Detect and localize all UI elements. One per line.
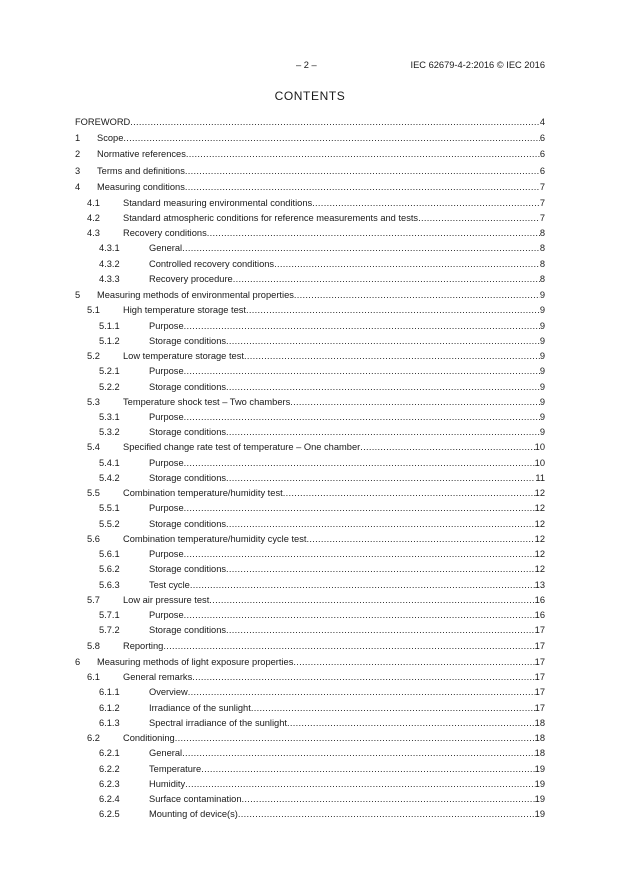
toc-entry-page: 9 <box>539 305 545 316</box>
toc-entry-page: 6 <box>539 149 545 160</box>
toc-entry-number: 4.1 <box>87 197 100 208</box>
toc-entry-title: Purpose <box>149 366 184 377</box>
dot-leader <box>190 578 535 593</box>
dot-leader <box>244 349 540 364</box>
toc-entry-number: 5.3.2 <box>99 427 120 438</box>
toc-entry-page: 12 <box>534 503 545 514</box>
toc-entry-number: 4.3 <box>87 228 100 239</box>
toc-entry-page: 10 <box>534 457 545 468</box>
toc-entry-number: 5 <box>75 289 81 300</box>
toc-entry-title: FOREWORD <box>75 117 131 127</box>
toc-entry-number: 6.2.1 <box>99 748 120 759</box>
toc-entry-title: Temperature shock test – Two chambers <box>123 396 291 407</box>
toc-entry-page: 19 <box>534 778 545 789</box>
toc-entry-page: 18 <box>534 717 545 728</box>
dot-leader <box>246 303 540 318</box>
toc-entry-page: 8 <box>539 273 545 284</box>
dot-leader <box>184 608 535 623</box>
dot-leader <box>184 410 540 425</box>
document-id: IEC 62679-4-2:2016 © IEC 2016 <box>410 60 545 70</box>
table-of-contents <box>75 114 545 822</box>
toc-entry[interactable] <box>75 179 545 195</box>
toc-entry-number: 5.2.1 <box>99 366 120 377</box>
toc-entry-page: 6 <box>539 165 545 176</box>
dot-leader <box>123 130 539 146</box>
toc-entry-title: Combination temperature/humidity cycle test <box>123 533 307 544</box>
toc-entry-page: 12 <box>534 533 545 544</box>
toc-entry[interactable] <box>75 562 545 577</box>
toc-entry-number: 6.1.2 <box>99 702 120 713</box>
contents-title: CONTENTS <box>274 89 346 103</box>
toc-entry[interactable] <box>75 130 545 146</box>
toc-entry-title: Irradiance of the sunlight <box>149 702 251 713</box>
toc-entry-page: 12 <box>534 564 545 575</box>
toc-entry[interactable] <box>75 364 545 379</box>
toc-entry-title: Spectral irradiance of the sunlight <box>149 717 287 728</box>
toc-entry[interactable] <box>75 731 545 746</box>
toc-entry-page: 17 <box>534 702 545 713</box>
toc-entry-page: 9 <box>539 320 545 331</box>
toc-entry-page: 8 <box>539 258 545 269</box>
dot-leader <box>185 777 534 792</box>
toc-entry-page: 9 <box>539 412 545 422</box>
toc-entry-title: Storage conditions <box>149 625 227 636</box>
toc-entry[interactable] <box>75 623 545 638</box>
toc-entry-page: 13 <box>534 579 545 590</box>
dot-leader <box>294 287 540 303</box>
toc-entry-page: 19 <box>534 763 545 774</box>
dot-leader <box>184 364 540 379</box>
toc-entry-number: 5.6 <box>87 533 100 544</box>
toc-entry[interactable] <box>75 163 545 179</box>
dot-leader <box>360 440 534 455</box>
dot-leader <box>274 257 540 272</box>
toc-entry-title: Test cycle <box>149 579 190 590</box>
toc-entry-title: Purpose <box>149 320 184 331</box>
toc-entry-title: Recovery conditions <box>123 228 207 239</box>
toc-entry-page: 8 <box>539 243 545 254</box>
toc-entry[interactable] <box>75 257 545 272</box>
toc-entry-page: 7 <box>539 182 545 193</box>
toc-entry[interactable] <box>75 303 545 318</box>
dot-leader <box>233 272 540 287</box>
dot-leader <box>226 562 535 577</box>
toc-entry-title: Specified change rate test of temperature – One chamber <box>123 442 361 453</box>
toc-entry-title: Storage conditions <box>149 472 227 483</box>
dot-leader <box>283 486 535 501</box>
toc-entry[interactable] <box>75 486 545 501</box>
toc-entry-page: 9 <box>539 427 545 438</box>
toc-entry[interactable] <box>75 425 545 440</box>
dot-leader <box>184 547 535 562</box>
toc-entry[interactable] <box>75 792 545 807</box>
toc-entry[interactable] <box>75 114 545 130</box>
dot-leader <box>184 456 535 471</box>
toc-entry-page: 18 <box>534 748 545 759</box>
toc-entry[interactable] <box>75 578 545 593</box>
toc-entry-number: 6.1.1 <box>99 687 120 698</box>
toc-entry-title: Temperature <box>149 763 202 774</box>
toc-entry[interactable] <box>75 395 545 410</box>
toc-entry-number: 6.2 <box>87 733 100 744</box>
dot-leader <box>251 701 535 716</box>
toc-entry[interactable] <box>75 287 545 303</box>
toc-entry[interactable] <box>75 762 545 777</box>
toc-entry[interactable] <box>75 501 545 516</box>
toc-entry-title: Measuring methods of environmental properties <box>97 289 294 300</box>
dot-leader <box>293 654 534 670</box>
toc-entry-number: 6.1.3 <box>99 717 120 728</box>
toc-entry[interactable] <box>75 146 545 162</box>
toc-entry[interactable] <box>75 517 545 532</box>
page-header <box>0 60 620 74</box>
toc-entry-title: High temperature storage test <box>123 305 246 316</box>
toc-entry[interactable] <box>75 654 545 670</box>
toc-entry-title: General remarks <box>123 672 193 683</box>
toc-entry-page: 7 <box>539 212 545 223</box>
toc-entry-number: 5.4.2 <box>99 472 120 483</box>
toc-entry-title: Recovery procedure <box>149 273 233 284</box>
toc-entry-number: 4.3.2 <box>99 258 120 269</box>
toc-entry-number: 4.3.1 <box>99 243 120 254</box>
toc-entry[interactable] <box>75 608 545 623</box>
toc-entry-number: 5.7.2 <box>99 625 120 636</box>
toc-entry-number: 6.2.4 <box>99 794 120 805</box>
toc-entry-number: 5.2.2 <box>99 381 120 392</box>
toc-entry-page: 4 <box>539 117 545 127</box>
toc-entry-page: 10 <box>534 442 545 453</box>
toc-entry-number: 5.4 <box>87 442 100 453</box>
toc-entry[interactable] <box>75 380 545 395</box>
dot-leader <box>226 471 535 486</box>
dot-leader <box>201 762 534 777</box>
toc-entry-title: Purpose <box>149 503 184 514</box>
toc-entry-title: General <box>149 748 183 759</box>
toc-entry-page: 7 <box>539 197 545 208</box>
dot-leader <box>182 241 540 256</box>
dot-leader <box>238 807 535 822</box>
toc-entry-page: 11 <box>535 472 545 483</box>
toc-entry-page: 9 <box>539 381 545 392</box>
toc-entry[interactable] <box>75 716 545 731</box>
dot-leader <box>226 380 540 395</box>
toc-entry-page: 12 <box>534 549 545 560</box>
toc-entry-number: 5.6.2 <box>99 564 120 575</box>
toc-entry-number: 6.1 <box>87 672 100 683</box>
toc-entry[interactable] <box>75 670 545 685</box>
dot-leader <box>306 532 534 547</box>
toc-entry-page: 9 <box>539 289 545 300</box>
dot-leader <box>192 670 534 685</box>
toc-entry-number: 5.1.2 <box>99 335 120 346</box>
toc-entry-page: 12 <box>534 488 545 499</box>
toc-entry[interactable] <box>75 639 545 654</box>
toc-entry[interactable] <box>75 272 545 287</box>
toc-entry-number: 4.3.3 <box>99 273 120 284</box>
toc-entry[interactable] <box>75 456 545 471</box>
dot-leader <box>226 334 540 349</box>
toc-entry-page: 9 <box>539 366 545 377</box>
toc-entry-number: 5.7.1 <box>99 610 120 621</box>
toc-entry-title: Purpose <box>149 457 184 468</box>
toc-entry[interactable] <box>75 334 545 349</box>
dot-leader <box>185 163 540 179</box>
toc-entry-number: 3 <box>75 165 81 176</box>
toc-entry-title: Purpose <box>149 549 184 560</box>
toc-entry-number: 5.6.3 <box>99 579 120 590</box>
toc-entry-title: Terms and definitions <box>97 165 185 176</box>
toc-entry-page: 17 <box>534 672 545 683</box>
dot-leader <box>188 685 535 700</box>
toc-entry-number: 6 <box>75 656 81 667</box>
toc-entry-number: 5.8 <box>87 640 100 651</box>
toc-entry-number: 5.5 <box>87 488 100 499</box>
page-number: – 2 – <box>296 60 317 70</box>
dot-leader <box>226 623 535 638</box>
toc-entry-title: Reporting <box>123 640 164 651</box>
toc-entry[interactable] <box>75 226 545 241</box>
toc-entry-title: Overview <box>149 687 188 698</box>
dot-leader <box>130 114 540 130</box>
toc-entry-number: 2 <box>75 149 81 160</box>
dot-leader <box>242 792 535 807</box>
toc-entry-page: 9 <box>539 351 545 362</box>
toc-entry-title: Normative references <box>97 149 186 160</box>
toc-entry[interactable] <box>75 319 545 334</box>
dot-leader <box>163 639 534 654</box>
toc-entry-title: Combination temperature/humidity test <box>123 488 283 499</box>
dot-leader <box>184 501 535 516</box>
toc-entry-number: 5.5.2 <box>99 518 120 529</box>
toc-entry[interactable] <box>75 746 545 761</box>
toc-entry-number: 5.2 <box>87 351 100 362</box>
toc-entry[interactable] <box>75 685 545 700</box>
dot-leader <box>226 425 540 440</box>
dot-leader <box>226 517 535 532</box>
dot-leader <box>182 746 535 761</box>
dot-leader <box>185 179 540 195</box>
toc-entry[interactable] <box>75 471 545 486</box>
toc-entry-number: 5.1.1 <box>99 320 120 331</box>
toc-entry[interactable] <box>75 211 545 226</box>
toc-entry-title: Conditioning <box>123 733 175 744</box>
toc-entry-page: 19 <box>534 794 545 805</box>
toc-entry-title: Scope <box>97 133 124 143</box>
dot-leader <box>312 196 540 211</box>
toc-entry-title: Storage conditions <box>149 427 227 438</box>
toc-entry-page: 17 <box>534 625 545 636</box>
dot-leader <box>175 731 535 746</box>
dot-leader <box>418 211 540 226</box>
toc-entry-title: Controlled recovery conditions <box>149 258 275 269</box>
toc-entry-title: Surface contamination <box>149 794 242 805</box>
toc-entry-page: 17 <box>534 656 545 667</box>
dot-leader <box>287 716 535 731</box>
dot-leader <box>207 226 540 241</box>
toc-entry-page: 19 <box>534 809 545 820</box>
toc-entry-title: General <box>149 243 183 254</box>
toc-entry-page: 16 <box>534 610 545 621</box>
toc-entry-number: 4 <box>75 182 81 193</box>
toc-entry-number: 5.3 <box>87 396 100 407</box>
toc-entry-title: Standard measuring environmental conditions <box>123 197 313 208</box>
toc-entry[interactable] <box>75 532 545 547</box>
toc-entry-title: Measuring conditions <box>97 182 185 193</box>
toc-entry-page: 17 <box>534 687 545 698</box>
toc-entry[interactable] <box>75 241 545 256</box>
toc-entry[interactable] <box>75 440 545 455</box>
toc-entry-number: 5.4.1 <box>99 457 120 468</box>
toc-entry-title: Measuring methods of light exposure properties <box>97 656 294 667</box>
toc-entry[interactable] <box>75 196 545 211</box>
toc-entry[interactable] <box>75 410 545 425</box>
toc-entry-title: Low temperature storage test <box>123 351 244 362</box>
toc-entry-number: 4.2 <box>87 212 100 223</box>
toc-entry-number: 5.5.1 <box>99 503 120 514</box>
toc-entry-page: 8 <box>539 228 545 239</box>
toc-entry-title: Mounting of device(s) <box>149 809 238 820</box>
toc-entry-page: 9 <box>539 396 545 407</box>
toc-entry-title: Storage conditions <box>149 335 227 346</box>
toc-entry-number: 5.1 <box>87 305 100 316</box>
toc-entry[interactable] <box>75 701 545 716</box>
dot-leader <box>290 395 540 410</box>
toc-entry-number: 5.6.1 <box>99 549 120 560</box>
toc-entry-number: 6.2.2 <box>99 763 120 774</box>
toc-entry-page: 16 <box>534 594 545 605</box>
toc-entry-title: Standard atmospheric conditions for reference measurements and tests <box>123 212 419 223</box>
toc-entry[interactable] <box>75 547 545 562</box>
toc-entry-title: Purpose <box>149 610 184 621</box>
toc-entry-title: Humidity <box>149 778 186 789</box>
toc-entry-title: Storage conditions <box>149 564 227 575</box>
toc-entry-page: 9 <box>539 335 545 346</box>
dot-leader <box>186 146 540 162</box>
toc-entry[interactable] <box>75 777 545 792</box>
toc-entry[interactable] <box>75 349 545 364</box>
toc-entry-number: 5.7 <box>87 594 100 605</box>
toc-entry-page: 6 <box>539 133 545 143</box>
toc-entry-title: Storage conditions <box>149 381 227 392</box>
toc-entry-title: Purpose <box>149 412 184 422</box>
toc-entry-title: Storage conditions <box>149 518 227 529</box>
toc-entry-page: 18 <box>534 733 545 744</box>
dot-leader <box>184 319 540 334</box>
dot-leader <box>209 593 534 608</box>
toc-entry[interactable] <box>75 807 545 822</box>
toc-entry-number: 1 <box>75 133 81 143</box>
toc-entry-number: 5.3.1 <box>99 412 120 422</box>
toc-entry[interactable] <box>75 593 545 608</box>
toc-entry-number: 6.2.5 <box>99 809 120 820</box>
toc-entry-page: 12 <box>534 518 545 529</box>
toc-entry-page: 17 <box>534 640 545 651</box>
toc-entry-number: 6.2.3 <box>99 778 120 789</box>
toc-entry-title: Low air pressure test <box>123 594 210 605</box>
